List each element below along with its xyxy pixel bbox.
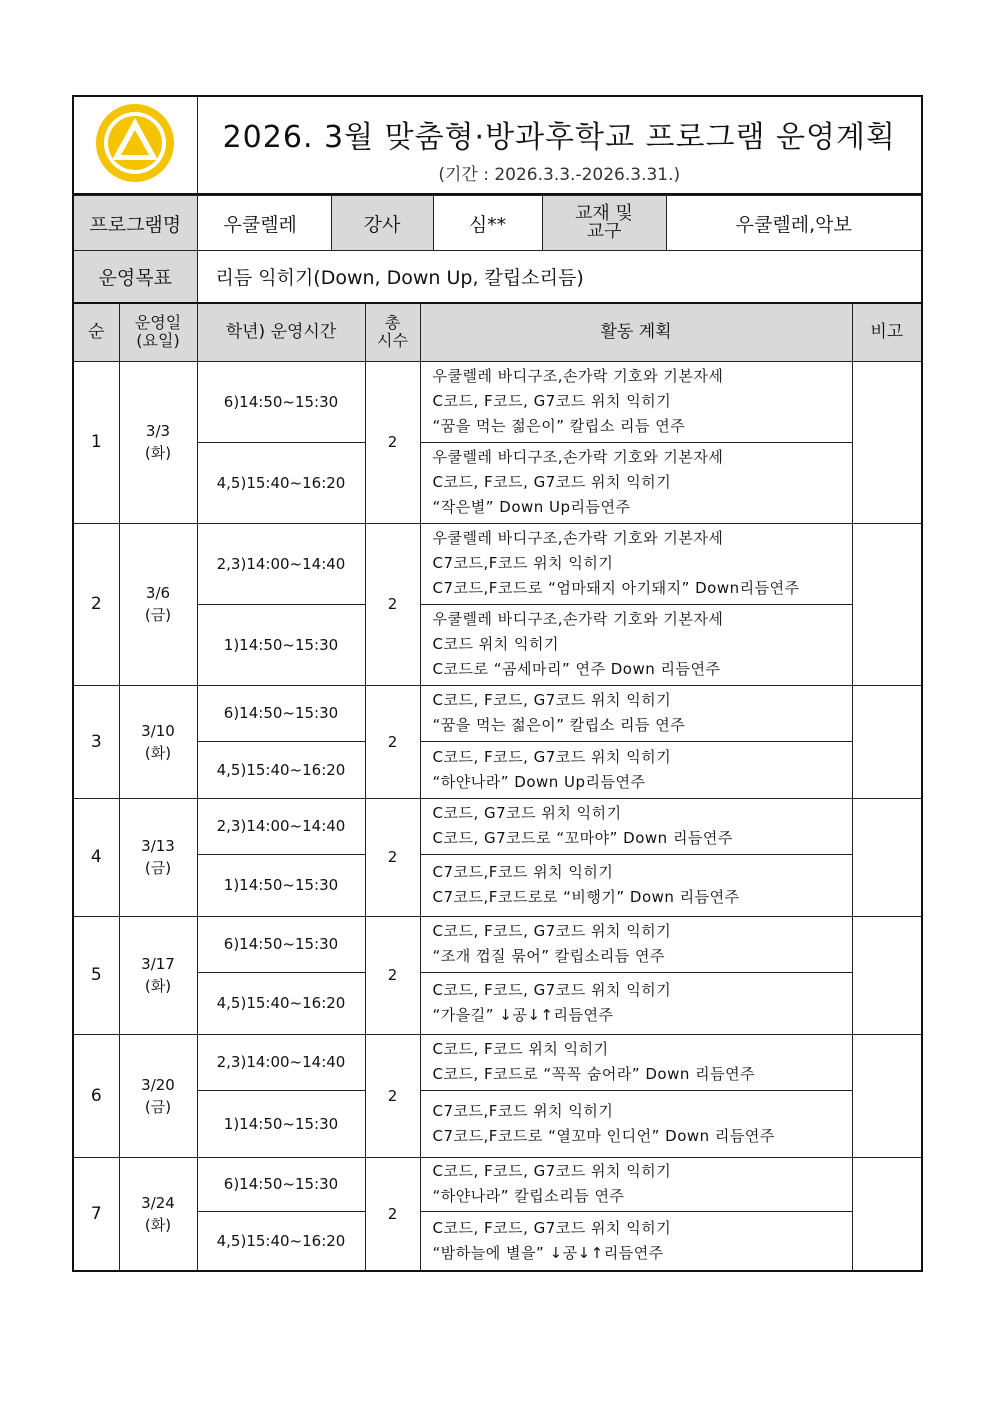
session-activity <box>420 741 852 798</box>
activity-line: C코드, F코드, G7코드 위치 익히기 <box>432 922 672 940</box>
session-time: 1)14:50~15:30 <box>197 854 365 916</box>
session-activity <box>420 798 852 854</box>
session-time: 4,5)15:40~16:20 <box>197 972 365 1034</box>
session-activity <box>420 685 852 741</box>
row-day-value: (화) <box>144 977 172 995</box>
row-date-value: 3/13 <box>141 837 175 855</box>
row-day-value: (금) <box>144 606 172 624</box>
table-row <box>73 1090 922 1157</box>
row-date <box>119 916 197 1034</box>
table-row <box>73 1157 922 1211</box>
row-date-value: 3/10 <box>141 721 175 740</box>
session-time: 4,5)15:40~16:20 <box>197 1211 365 1271</box>
table-row <box>73 854 922 916</box>
col-time-header: 학년) 운영시간 <box>197 303 365 361</box>
row-hours: 2 <box>365 1034 420 1157</box>
session-time: 6)14:50~15:30 <box>197 1157 365 1211</box>
col-hours-header-line1: 총 <box>384 313 401 333</box>
activity-line: C코드, F코드, G7코드 위치 익히기 <box>432 473 672 491</box>
session-activity <box>420 1157 852 1211</box>
activity-line: C코드, F코드, G7코드 위치 익히기 <box>432 1162 672 1180</box>
row-date-value: 3/24 <box>141 1193 175 1212</box>
activity-line: “꿈을 먹는 젊은이” 칼립소 리듬 연주 <box>432 417 686 435</box>
schedule-table <box>72 302 923 1272</box>
session-time: 1)14:50~15:30 <box>197 604 365 685</box>
logo-cell <box>73 96 197 194</box>
table-row <box>73 685 922 741</box>
row-note <box>852 523 922 685</box>
schedule-body <box>73 361 922 1271</box>
table-row <box>73 604 922 685</box>
title-cell <box>197 96 922 194</box>
activity-line: “가을길” ↓공↓↑리듬연주 <box>432 1006 614 1024</box>
row-day-value: (금) <box>144 859 172 877</box>
activity-line: C코드, F코드, G7코드 위치 익히기 <box>432 1218 672 1237</box>
activity-line: C7코드,F코드 위치 익히기 <box>432 863 614 881</box>
table-row <box>73 741 922 798</box>
session-activity <box>420 361 852 442</box>
row-hours: 2 <box>365 916 420 1034</box>
row-number: 3 <box>73 685 119 798</box>
session-activity <box>420 604 852 685</box>
activity-line: “작은별” Down Up리듬연주 <box>432 498 631 516</box>
table-row <box>73 1034 922 1090</box>
activity-line: C7코드,F코드로 “열꼬마 인디언” Down 리듬연주 <box>432 1126 775 1145</box>
session-time: 6)14:50~15:30 <box>197 685 365 741</box>
activity-line: C코드로 “곰세마리” 연주 Down 리듬연주 <box>432 660 721 678</box>
activity-line: C7코드,F코드 위치 익히기 <box>432 1101 614 1120</box>
row-date <box>119 1034 197 1157</box>
col-date-header-line2: (요일) <box>136 331 180 351</box>
row-number: 7 <box>73 1157 119 1271</box>
activity-line: C코드, F코드로 “꼭꼭 숨어라” Down 리듬연주 <box>432 1065 756 1083</box>
activity-line: C7코드,F코드로로 “비행기” Down 리듬연주 <box>432 888 740 906</box>
col-no-header: 순 <box>73 303 119 361</box>
activity-line: “조개 껍질 묶어” 칼립소리듬 연주 <box>432 947 665 965</box>
row-hours: 2 <box>365 798 420 916</box>
session-time: 1)14:50~15:30 <box>197 1090 365 1157</box>
row-day-value: (금) <box>144 1097 172 1116</box>
row-note <box>852 798 922 916</box>
goal-value: 리듬 익히기(Down, Down Up, 칼립소리듬) <box>197 251 922 303</box>
session-activity <box>420 442 852 523</box>
activity-line: C코드, F코드, G7코드 위치 익히기 <box>432 981 672 999</box>
table-row <box>73 798 922 854</box>
material-label-line1: 교재 및 <box>575 203 633 224</box>
material-value: 우쿨렐레,악보 <box>666 196 922 251</box>
activity-line: “꿈을 먹는 젊은이” 칼립소 리듬 연주 <box>432 716 686 734</box>
activity-line: 우쿨렐레 바디구조,손가락 기호와 기본자세 <box>432 448 724 466</box>
activity-line: C코드 위치 익히기 <box>432 635 559 653</box>
row-day-value: (화) <box>144 444 172 462</box>
table-row <box>73 916 922 972</box>
session-activity <box>420 854 852 916</box>
material-label <box>542 196 666 251</box>
row-date <box>119 685 197 798</box>
info-table <box>72 195 923 304</box>
goal-label: 운영목표 <box>73 251 197 303</box>
activity-line: C코드, G7코드 위치 익히기 <box>432 804 622 822</box>
row-hours: 2 <box>365 523 420 685</box>
row-date-value: 3/20 <box>141 1075 175 1094</box>
table-row <box>73 442 922 523</box>
session-time: 2,3)14:00~14:40 <box>197 798 365 854</box>
row-hours: 2 <box>365 685 420 798</box>
row-note <box>852 916 922 1034</box>
row-day-value: (화) <box>144 1215 172 1234</box>
session-activity <box>420 972 852 1034</box>
table-row <box>73 972 922 1034</box>
period-text: (기간 : 2026.3.3.-2026.3.31.) <box>438 164 681 185</box>
program-label: 프로그램명 <box>73 196 197 251</box>
row-date-value: 3/6 <box>145 584 171 602</box>
header-table <box>72 95 923 195</box>
row-note <box>852 1034 922 1157</box>
teacher-label: 강사 <box>331 196 433 251</box>
row-date <box>119 798 197 916</box>
row-note <box>852 1157 922 1271</box>
activity-line: C7코드,F코드로 “엄마돼지 아기돼지” Down리듬연주 <box>432 579 800 597</box>
row-hours: 2 <box>365 1157 420 1271</box>
session-time: 4,5)15:40~16:20 <box>197 442 365 523</box>
row-date-value: 3/17 <box>141 955 175 973</box>
teacher-value: 심** <box>433 196 542 251</box>
row-date-value: 3/3 <box>145 422 171 440</box>
activity-line: 우쿨렐레 바디구조,손가락 기호와 기본자세 <box>432 610 724 628</box>
col-date-header-line1: 운영일 <box>134 313 182 333</box>
row-hours: 2 <box>365 361 420 523</box>
activity-line: C코드, F코드 위치 익히기 <box>432 1040 609 1058</box>
session-activity <box>420 916 852 972</box>
table-row <box>73 523 922 604</box>
activity-line: C코드, F코드, G7코드 위치 익히기 <box>432 392 672 410</box>
session-activity <box>420 1090 852 1157</box>
activity-line: C코드, F코드, G7코드 위치 익히기 <box>432 691 672 709</box>
activity-line: “하얀나라” Down Up리듬연주 <box>432 772 646 791</box>
activity-line: 우쿨렐레 바디구조,손가락 기호와 기본자세 <box>432 367 724 385</box>
row-day-value: (화) <box>144 743 172 762</box>
col-date-header <box>119 303 197 361</box>
row-number: 6 <box>73 1034 119 1157</box>
activity-line: 우쿨렐레 바디구조,손가락 기호와 기본자세 <box>432 529 724 547</box>
table-row <box>73 1211 922 1271</box>
session-activity <box>420 1211 852 1271</box>
row-number: 1 <box>73 361 119 523</box>
col-hours-header-line2: 시수 <box>377 331 408 351</box>
activity-line: C7코드,F코드 위치 익히기 <box>432 554 614 572</box>
session-time: 4,5)15:40~16:20 <box>197 741 365 798</box>
col-activity-header: 활동 계획 <box>420 303 852 361</box>
session-activity <box>420 523 852 604</box>
session-time: 2,3)14:00~14:40 <box>197 523 365 604</box>
row-number: 2 <box>73 523 119 685</box>
row-note <box>852 361 922 523</box>
activity-line: “하얀나라” 칼립소리듬 연주 <box>432 1187 625 1205</box>
session-time: 6)14:50~15:30 <box>197 361 365 442</box>
row-note <box>852 685 922 798</box>
table-row <box>73 361 922 442</box>
row-date <box>119 1157 197 1271</box>
page-title: 2026. 3월 맞춤형·방과후학교 프로그램 운영계획 <box>222 119 896 155</box>
activity-line: C코드, G7코드로 “꼬마야” Down 리듬연주 <box>432 829 733 847</box>
activity-line: C코드, F코드, G7코드 위치 익히기 <box>432 747 672 766</box>
row-number: 4 <box>73 798 119 916</box>
session-time: 2,3)14:00~14:40 <box>197 1034 365 1090</box>
row-date <box>119 361 197 523</box>
schedule-header-row <box>73 303 922 361</box>
session-time: 6)14:50~15:30 <box>197 916 365 972</box>
school-logo-icon <box>92 100 178 186</box>
col-hours-header <box>365 303 420 361</box>
row-number: 5 <box>73 916 119 1034</box>
col-note-header: 비고 <box>852 303 922 361</box>
activity-line: “밤하늘에 별을” ↓공↓↑리듬연주 <box>432 1243 664 1262</box>
session-activity <box>420 1034 852 1090</box>
row-date <box>119 523 197 685</box>
program-value: 우쿨렐레 <box>197 196 331 251</box>
material-label-line2: 교구 <box>586 221 622 242</box>
